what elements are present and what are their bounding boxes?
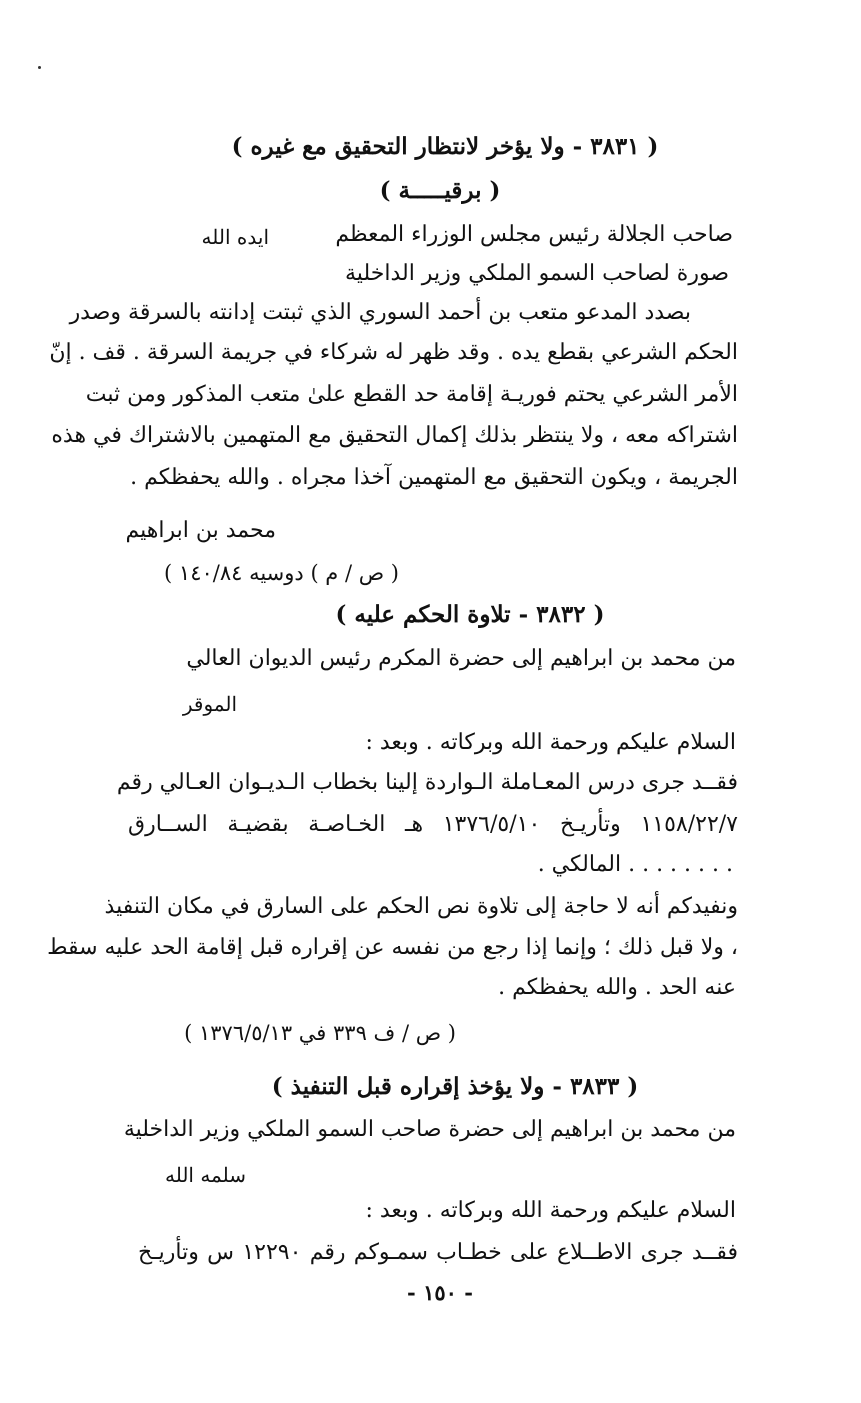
addressee-honorific: الموقر xyxy=(182,692,237,716)
letter-from-line: من محمد بن ابراهيم إلى حضرة المكرم رئيس الديوان العالي xyxy=(186,646,736,671)
page-number: - ١٥٠ - xyxy=(407,1280,473,1305)
paragraph-line: ، ولا قبل ذلك ؛ وإنما إذا رجع من نفسه عن إقراره قبل إقامة الحد عليه سقط xyxy=(47,935,738,960)
paragraph-line: عنه الحد . والله يحفظكم . xyxy=(498,975,736,1000)
section-heading-3832: ( ٣٨٣٢ - تلاوة الحكم عليه ) xyxy=(335,601,605,628)
addressee-line: صاحب الجلالة رئيس مجلس الوزراء المعظم xyxy=(335,222,733,247)
greeting: السلام عليكم ورحمة الله وبركاته . وبعد : xyxy=(365,1198,736,1223)
paragraph-line: الحكم الشرعي بقطع يده . وقد ظهر له شركاء في جريمة السرقة . قف . إنّ xyxy=(49,340,738,365)
paragraph-line: ونفيدكم أنه لا حاجة إلى تلاوة نص الحكم على السارق في مكان التنفيذ xyxy=(104,894,738,919)
paragraph-line: اشتراكه معه ، ولا ينتظر بذلك إكمال التحقيق مع المتهمين بالاشتراك في هذه xyxy=(51,423,738,448)
paragraph-line: . . . . . . . . المالكي . xyxy=(537,852,733,877)
greeting: السلام عليكم ورحمة الله وبركاته . وبعد : xyxy=(365,730,736,755)
addressee-honorific: ايده الله xyxy=(201,225,269,249)
letter-from-line: من محمد بن ابراهيم إلى حضرة صاحب السمو الملكي وزير الداخلية xyxy=(123,1117,736,1142)
addressee-copy-line: صورة لصاحب السمو الملكي وزير الداخلية xyxy=(345,261,729,286)
reference-note: ( ص / م ) دوسيه ١٤٠/٨٤ ) xyxy=(164,561,399,585)
paragraph-line: فقــد جرى الاطــلاع على خطـاب سمـوكم رقم ١٢٢٩٠ س وتأريـخ xyxy=(138,1240,739,1265)
paragraph-line: فقــد جرى درس المعـاملة الـواردة إلينا بخطاب الـديـوان العـالي رقم xyxy=(116,770,738,795)
paragraph-line: ١١٥٨/٢٢/٧ وتأريـخ ١٣٧٦/٥/١٠ هـ الخـاصـة بقضيـة الســارق xyxy=(128,812,738,837)
paragraph-line: بصدد المدعو متعب بن أحمد السوري الذي ثبتت إدانته بالسرقة وصدر xyxy=(69,300,691,325)
section-heading-3831: ( ٣٨٣١ - ولا يؤخر لانتظار التحقيق مع غيره ) xyxy=(231,133,659,160)
section-subheading-telegram: ( برقيـــــة ) xyxy=(379,177,501,204)
paragraph-line: الجريمة ، ويكون التحقيق مع المتهمين آخذا مجراه . والله يحفظكم . xyxy=(130,465,738,490)
scan-speck xyxy=(38,66,41,69)
signature: محمد بن ابراهيم xyxy=(125,518,276,543)
addressee-honorific: سلمه الله xyxy=(164,1163,246,1187)
paragraph-line: الأمر الشرعي يحتم فوريـة إقامة حد القطع علىٰ متعب المذكور ومن ثبت xyxy=(85,382,738,407)
section-heading-3833: ( ٣٨٣٣ - ولا يؤخذ إقراره قبل التنفيذ ) xyxy=(271,1073,639,1100)
reference-note: ( ص / ف ٣٣٩ في ١٣٧٦/٥/١٣ ) xyxy=(184,1021,456,1045)
